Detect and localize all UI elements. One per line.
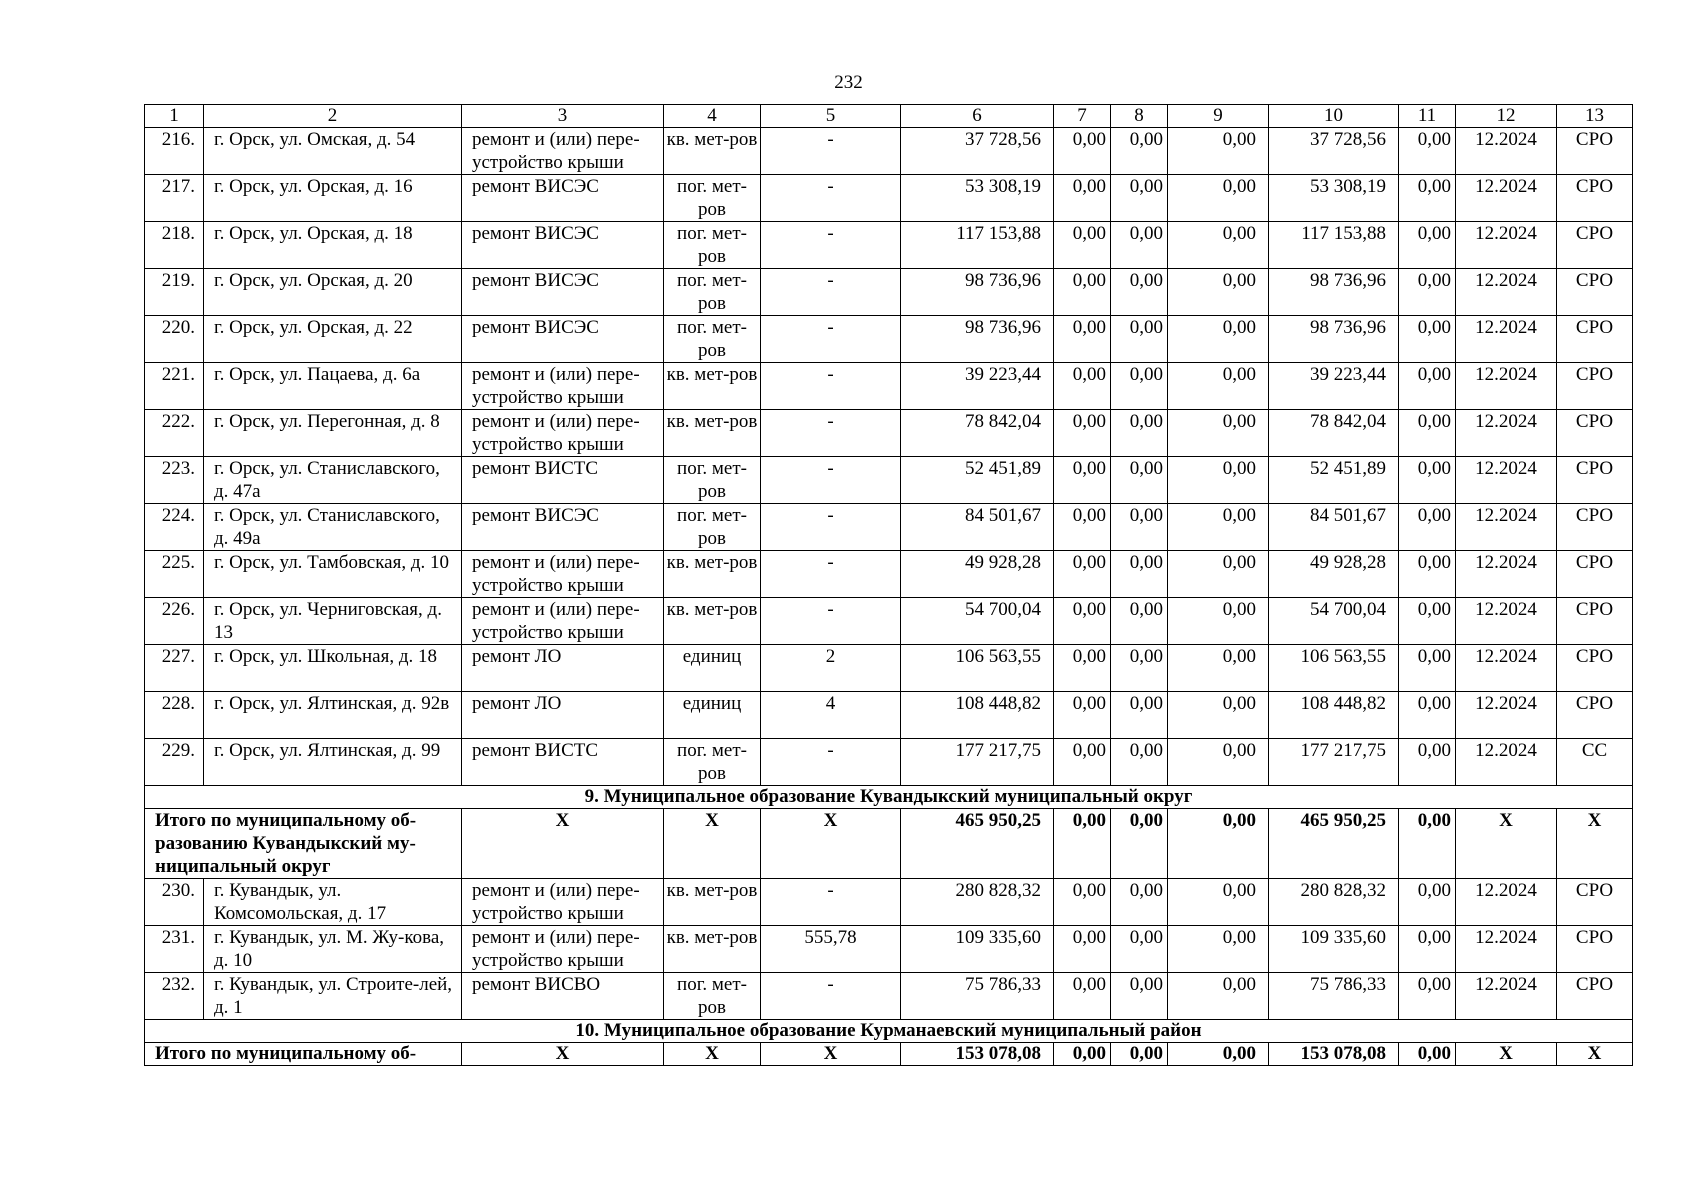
work-type-cell: ремонт ВИСЭС [462, 222, 664, 269]
column-number-header: 12 [1456, 105, 1557, 128]
total-fund-method-cell: Х [1557, 809, 1633, 879]
fund-local-cell: 0,00 [1168, 645, 1269, 692]
total-fund-federal-cell: 0,00 [1054, 1043, 1111, 1066]
total-unit-cell: Х [664, 1043, 761, 1066]
fund-method-cell: СРО [1557, 410, 1633, 457]
row-number-cell: 225. [145, 551, 204, 598]
work-type-cell: ремонт ВИСЭС [462, 504, 664, 551]
fund-other-cell: 0,00 [1399, 645, 1456, 692]
total-completion-date-cell: Х [1456, 809, 1557, 879]
fund-federal-cell: 0,00 [1054, 598, 1111, 645]
work-type-cell: ремонт ЛО [462, 645, 664, 692]
address-cell: г. Кувандык, ул. Комсомольская, д. 17 [204, 879, 462, 926]
fund-method-cell: СРО [1557, 269, 1633, 316]
total-cost-cell: 98 736,96 [901, 269, 1054, 316]
work-type-cell: ремонт ЛО [462, 692, 664, 739]
completion-date-cell: 12.2024 [1456, 222, 1557, 269]
unit-cell: кв. мет-ров [664, 926, 761, 973]
total-fund-local-cell: 0,00 [1168, 1043, 1269, 1066]
total-cost-cell: 117 153,88 [901, 222, 1054, 269]
total-fund-method-cell: Х [1557, 1043, 1633, 1066]
address-cell: г. Орск, ул. Орская, д. 22 [204, 316, 462, 363]
fund-method-cell: СРО [1557, 128, 1633, 175]
fund-method-cell: СРО [1557, 973, 1633, 1020]
unit-cell: пог. мет-ров [664, 739, 761, 786]
fund-federal-cell: 0,00 [1054, 363, 1111, 410]
quantity-cell: - [761, 363, 901, 410]
fund-method-cell: СРО [1557, 551, 1633, 598]
total-cost-cell: 75 786,33 [901, 973, 1054, 1020]
unit-cell: единиц [664, 692, 761, 739]
address-cell: г. Орск, ул. Ялтинская, д. 92в [204, 692, 462, 739]
fund-regional-cell: 0,00 [1111, 457, 1168, 504]
total-completion-date-cell: Х [1456, 1043, 1557, 1066]
total-cost-cell: 106 563,55 [901, 645, 1054, 692]
fund-other-cell: 0,00 [1399, 598, 1456, 645]
total-unit-cell: Х [664, 809, 761, 879]
fund-other-cell: 0,00 [1399, 363, 1456, 410]
fund-local-cell: 0,00 [1168, 363, 1269, 410]
work-type-cell: ремонт и (или) пере-устройство крыши [462, 598, 664, 645]
row-number-cell: 230. [145, 879, 204, 926]
fund-owners-cell: 78 842,04 [1269, 410, 1399, 457]
row-number-cell: 224. [145, 504, 204, 551]
work-type-cell: ремонт ВИСЭС [462, 269, 664, 316]
fund-owners-cell: 84 501,67 [1269, 504, 1399, 551]
total-work-type-cell: Х [462, 1043, 664, 1066]
column-number-header: 4 [664, 105, 761, 128]
quantity-cell: - [761, 222, 901, 269]
total-cost-cell: 108 448,82 [901, 692, 1054, 739]
work-type-cell: ремонт и (или) пере-устройство крыши [462, 551, 664, 598]
table-body [145, 105, 1633, 1066]
fund-federal-cell: 0,00 [1054, 926, 1111, 973]
fund-method-cell: СРО [1557, 504, 1633, 551]
fund-owners-cell: 49 928,28 [1269, 551, 1399, 598]
fund-local-cell: 0,00 [1168, 269, 1269, 316]
row-number-cell: 218. [145, 222, 204, 269]
fund-federal-cell: 0,00 [1054, 457, 1111, 504]
fund-other-cell: 0,00 [1399, 739, 1456, 786]
completion-date-cell: 12.2024 [1456, 128, 1557, 175]
total-label: Итого по муниципальному об- [145, 1043, 462, 1066]
table-row [145, 363, 1633, 410]
total-fund-owners-cell: 153 078,08 [1269, 1043, 1399, 1066]
fund-federal-cell: 0,00 [1054, 692, 1111, 739]
table-row [145, 645, 1633, 692]
table-row [145, 316, 1633, 363]
completion-date-cell: 12.2024 [1456, 926, 1557, 973]
total-cost-cell: 49 928,28 [901, 551, 1054, 598]
column-number-header: 5 [761, 105, 901, 128]
total-label: Итого по муниципальному об-разованию Кувандыкский му-ниципальный округ [145, 809, 462, 879]
fund-other-cell: 0,00 [1399, 692, 1456, 739]
column-number-header: 7 [1054, 105, 1111, 128]
address-cell: г. Орск, ул. Пацаева, д. 6а [204, 363, 462, 410]
unit-cell: кв. мет-ров [664, 410, 761, 457]
total-fund-owners-cell: 465 950,25 [1269, 809, 1399, 879]
fund-owners-cell: 98 736,96 [1269, 316, 1399, 363]
row-number-cell: 232. [145, 973, 204, 1020]
quantity-cell: - [761, 504, 901, 551]
row-number-cell: 226. [145, 598, 204, 645]
unit-cell: единиц [664, 645, 761, 692]
section-heading-row [145, 786, 1633, 809]
section-heading-row [145, 1020, 1633, 1043]
fund-federal-cell: 0,00 [1054, 551, 1111, 598]
fund-method-cell: СРО [1557, 363, 1633, 410]
address-cell: г. Орск, ул. Ялтинская, д. 99 [204, 739, 462, 786]
completion-date-cell: 12.2024 [1456, 551, 1557, 598]
total-cost-cell: 37 728,56 [901, 128, 1054, 175]
fund-local-cell: 0,00 [1168, 128, 1269, 175]
fund-regional-cell: 0,00 [1111, 879, 1168, 926]
fund-method-cell: СРО [1557, 222, 1633, 269]
column-number-header: 6 [901, 105, 1054, 128]
fund-regional-cell: 0,00 [1111, 692, 1168, 739]
total-fund-regional-cell: 0,00 [1111, 809, 1168, 879]
fund-federal-cell: 0,00 [1054, 128, 1111, 175]
fund-other-cell: 0,00 [1399, 316, 1456, 363]
fund-local-cell: 0,00 [1168, 410, 1269, 457]
completion-date-cell: 12.2024 [1456, 457, 1557, 504]
table-row [145, 504, 1633, 551]
total-cost-cell: 54 700,04 [901, 598, 1054, 645]
work-type-cell: ремонт и (или) пере-устройство крыши [462, 410, 664, 457]
fund-other-cell: 0,00 [1399, 879, 1456, 926]
row-number-cell: 231. [145, 926, 204, 973]
fund-local-cell: 0,00 [1168, 598, 1269, 645]
fund-owners-cell: 98 736,96 [1269, 269, 1399, 316]
table-row [145, 926, 1633, 973]
total-cost-cell: 39 223,44 [901, 363, 1054, 410]
work-type-cell: ремонт ВИСТС [462, 739, 664, 786]
quantity-cell: - [761, 316, 901, 363]
fund-method-cell: СРО [1557, 598, 1633, 645]
fund-regional-cell: 0,00 [1111, 551, 1168, 598]
address-cell: г. Орск, ул. Школьная, д. 18 [204, 645, 462, 692]
fund-federal-cell: 0,00 [1054, 645, 1111, 692]
unit-cell: пог. мет-ров [664, 316, 761, 363]
fund-other-cell: 0,00 [1399, 551, 1456, 598]
row-number-cell: 217. [145, 175, 204, 222]
fund-owners-cell: 117 153,88 [1269, 222, 1399, 269]
total-cost-cell: 153 078,08 [901, 1043, 1054, 1066]
fund-owners-cell: 54 700,04 [1269, 598, 1399, 645]
fund-local-cell: 0,00 [1168, 926, 1269, 973]
fund-other-cell: 0,00 [1399, 175, 1456, 222]
total-cost-cell: 53 308,19 [901, 175, 1054, 222]
address-cell: г. Кувандык, ул. М. Жу-кова, д. 10 [204, 926, 462, 973]
quantity-cell: 555,78 [761, 926, 901, 973]
column-number-header: 13 [1557, 105, 1633, 128]
fund-regional-cell: 0,00 [1111, 128, 1168, 175]
quantity-cell: - [761, 175, 901, 222]
column-number-header: 8 [1111, 105, 1168, 128]
row-number-cell: 220. [145, 316, 204, 363]
page-number: 232 [834, 72, 863, 93]
completion-date-cell: 12.2024 [1456, 316, 1557, 363]
fund-local-cell: 0,00 [1168, 222, 1269, 269]
work-type-cell: ремонт ВИСЭС [462, 175, 664, 222]
fund-owners-cell: 108 448,82 [1269, 692, 1399, 739]
table-row [145, 128, 1633, 175]
column-number-header: 1 [145, 105, 204, 128]
work-type-cell: ремонт ВИСЭС [462, 316, 664, 363]
fund-method-cell: СРО [1557, 457, 1633, 504]
table-row [145, 551, 1633, 598]
fund-method-cell: СРО [1557, 926, 1633, 973]
row-number-cell: 227. [145, 645, 204, 692]
unit-cell: кв. мет-ров [664, 879, 761, 926]
address-cell: г. Орск, ул. Тамбовская, д. 10 [204, 551, 462, 598]
fund-federal-cell: 0,00 [1054, 973, 1111, 1020]
total-row [145, 1043, 1633, 1066]
fund-other-cell: 0,00 [1399, 128, 1456, 175]
fund-other-cell: 0,00 [1399, 410, 1456, 457]
fund-other-cell: 0,00 [1399, 269, 1456, 316]
fund-local-cell: 0,00 [1168, 879, 1269, 926]
column-number-header: 2 [204, 105, 462, 128]
fund-method-cell: СРО [1557, 692, 1633, 739]
fund-federal-cell: 0,00 [1054, 269, 1111, 316]
fund-regional-cell: 0,00 [1111, 363, 1168, 410]
address-cell: г. Орск, ул. Черниговская, д. 13 [204, 598, 462, 645]
unit-cell: кв. мет-ров [664, 363, 761, 410]
fund-regional-cell: 0,00 [1111, 222, 1168, 269]
quantity-cell: - [761, 410, 901, 457]
fund-owners-cell: 106 563,55 [1269, 645, 1399, 692]
fund-other-cell: 0,00 [1399, 504, 1456, 551]
fund-regional-cell: 0,00 [1111, 739, 1168, 786]
column-number-header-row [145, 105, 1633, 128]
fund-federal-cell: 0,00 [1054, 879, 1111, 926]
table-row [145, 879, 1633, 926]
fund-owners-cell: 177 217,75 [1269, 739, 1399, 786]
quantity-cell: - [761, 457, 901, 504]
work-type-cell: ремонт и (или) пере-устройство крыши [462, 128, 664, 175]
address-cell: г. Орск, ул. Омская, д. 54 [204, 128, 462, 175]
total-quantity-cell: Х [761, 1043, 901, 1066]
fund-regional-cell: 0,00 [1111, 598, 1168, 645]
unit-cell: пог. мет-ров [664, 457, 761, 504]
quantity-cell: - [761, 269, 901, 316]
unit-cell: пог. мет-ров [664, 973, 761, 1020]
fund-method-cell: СРО [1557, 316, 1633, 363]
total-cost-cell: 98 736,96 [901, 316, 1054, 363]
unit-cell: пог. мет-ров [664, 222, 761, 269]
completion-date-cell: 12.2024 [1456, 363, 1557, 410]
table-row [145, 410, 1633, 457]
work-type-cell: ремонт ВИСТС [462, 457, 664, 504]
section-heading: 10. Муниципальное образование Курманаевский муниципальный район [145, 1020, 1633, 1043]
fund-local-cell: 0,00 [1168, 504, 1269, 551]
total-cost-cell: 280 828,32 [901, 879, 1054, 926]
address-cell: г. Орск, ул. Орская, д. 18 [204, 222, 462, 269]
quantity-cell: - [761, 598, 901, 645]
table-row [145, 269, 1633, 316]
work-type-cell: ремонт и (или) пере-устройство крыши [462, 879, 664, 926]
table-row [145, 457, 1633, 504]
table-row [145, 598, 1633, 645]
row-number-cell: 229. [145, 739, 204, 786]
address-cell: г. Орск, ул. Станиславского, д. 49а [204, 504, 462, 551]
fund-regional-cell: 0,00 [1111, 175, 1168, 222]
completion-date-cell: 12.2024 [1456, 692, 1557, 739]
row-number-cell: 219. [145, 269, 204, 316]
completion-date-cell: 12.2024 [1456, 175, 1557, 222]
fund-owners-cell: 37 728,56 [1269, 128, 1399, 175]
address-cell: г. Орск, ул. Перегонная, д. 8 [204, 410, 462, 457]
fund-owners-cell: 75 786,33 [1269, 973, 1399, 1020]
fund-local-cell: 0,00 [1168, 739, 1269, 786]
unit-cell: пог. мет-ров [664, 175, 761, 222]
unit-cell: кв. мет-ров [664, 551, 761, 598]
total-fund-other-cell: 0,00 [1399, 1043, 1456, 1066]
total-fund-local-cell: 0,00 [1168, 809, 1269, 879]
completion-date-cell: 12.2024 [1456, 645, 1557, 692]
fund-local-cell: 0,00 [1168, 551, 1269, 598]
fund-federal-cell: 0,00 [1054, 739, 1111, 786]
completion-date-cell: 12.2024 [1456, 879, 1557, 926]
total-quantity-cell: Х [761, 809, 901, 879]
total-fund-other-cell: 0,00 [1399, 809, 1456, 879]
table-row [145, 739, 1633, 786]
table-row [145, 222, 1633, 269]
total-cost-cell: 177 217,75 [901, 739, 1054, 786]
completion-date-cell: 12.2024 [1456, 973, 1557, 1020]
fund-regional-cell: 0,00 [1111, 504, 1168, 551]
column-number-header: 10 [1269, 105, 1399, 128]
section-heading: 9. Муниципальное образование Кувандыкский муниципальный округ [145, 786, 1633, 809]
row-number-cell: 216. [145, 128, 204, 175]
fund-federal-cell: 0,00 [1054, 175, 1111, 222]
fund-owners-cell: 53 308,19 [1269, 175, 1399, 222]
total-cost-cell: 78 842,04 [901, 410, 1054, 457]
fund-federal-cell: 0,00 [1054, 222, 1111, 269]
unit-cell: кв. мет-ров [664, 598, 761, 645]
address-cell: г. Орск, ул. Орская, д. 16 [204, 175, 462, 222]
fund-method-cell: СС [1557, 739, 1633, 786]
quantity-cell: - [761, 551, 901, 598]
row-number-cell: 223. [145, 457, 204, 504]
total-row [145, 809, 1633, 879]
fund-owners-cell: 109 335,60 [1269, 926, 1399, 973]
table-row [145, 692, 1633, 739]
completion-date-cell: 12.2024 [1456, 504, 1557, 551]
fund-method-cell: СРО [1557, 879, 1633, 926]
quantity-cell: - [761, 128, 901, 175]
quantity-cell: - [761, 879, 901, 926]
fund-method-cell: СРО [1557, 175, 1633, 222]
fund-other-cell: 0,00 [1399, 222, 1456, 269]
unit-cell: пог. мет-ров [664, 269, 761, 316]
fund-federal-cell: 0,00 [1054, 504, 1111, 551]
fund-local-cell: 0,00 [1168, 973, 1269, 1020]
fund-local-cell: 0,00 [1168, 175, 1269, 222]
fund-method-cell: СРО [1557, 645, 1633, 692]
unit-cell: кв. мет-ров [664, 128, 761, 175]
address-cell: г. Орск, ул. Станиславского, д. 47а [204, 457, 462, 504]
quantity-cell: 2 [761, 645, 901, 692]
unit-cell: пог. мет-ров [664, 504, 761, 551]
quantity-cell: - [761, 973, 901, 1020]
fund-owners-cell: 52 451,89 [1269, 457, 1399, 504]
table-row [145, 973, 1633, 1020]
completion-date-cell: 12.2024 [1456, 739, 1557, 786]
total-fund-federal-cell: 0,00 [1054, 809, 1111, 879]
fund-regional-cell: 0,00 [1111, 410, 1168, 457]
fund-other-cell: 0,00 [1399, 973, 1456, 1020]
completion-date-cell: 12.2024 [1456, 598, 1557, 645]
quantity-cell: - [761, 739, 901, 786]
fund-other-cell: 0,00 [1399, 926, 1456, 973]
fund-federal-cell: 0,00 [1054, 410, 1111, 457]
table-row [145, 175, 1633, 222]
address-cell: г. Орск, ул. Орская, д. 20 [204, 269, 462, 316]
fund-regional-cell: 0,00 [1111, 645, 1168, 692]
quantity-cell: 4 [761, 692, 901, 739]
row-number-cell: 228. [145, 692, 204, 739]
fund-regional-cell: 0,00 [1111, 926, 1168, 973]
row-number-cell: 222. [145, 410, 204, 457]
work-type-cell: ремонт ВИСВО [462, 973, 664, 1020]
total-work-type-cell: Х [462, 809, 664, 879]
total-cost-cell: 109 335,60 [901, 926, 1054, 973]
fund-local-cell: 0,00 [1168, 457, 1269, 504]
repair-schedule-table [144, 104, 1633, 1066]
fund-owners-cell: 39 223,44 [1269, 363, 1399, 410]
address-cell: г. Кувандык, ул. Строите-лей, д. 1 [204, 973, 462, 1020]
work-type-cell: ремонт и (или) пере-устройство крыши [462, 926, 664, 973]
column-number-header: 9 [1168, 105, 1269, 128]
fund-regional-cell: 0,00 [1111, 973, 1168, 1020]
fund-federal-cell: 0,00 [1054, 316, 1111, 363]
total-cost-cell: 465 950,25 [901, 809, 1054, 879]
fund-other-cell: 0,00 [1399, 457, 1456, 504]
fund-owners-cell: 280 828,32 [1269, 879, 1399, 926]
work-type-cell: ремонт и (или) пере-устройство крыши [462, 363, 664, 410]
completion-date-cell: 12.2024 [1456, 410, 1557, 457]
fund-regional-cell: 0,00 [1111, 269, 1168, 316]
row-number-cell: 221. [145, 363, 204, 410]
total-fund-regional-cell: 0,00 [1111, 1043, 1168, 1066]
column-number-header: 3 [462, 105, 664, 128]
total-cost-cell: 84 501,67 [901, 504, 1054, 551]
total-cost-cell: 52 451,89 [901, 457, 1054, 504]
fund-local-cell: 0,00 [1168, 316, 1269, 363]
fund-local-cell: 0,00 [1168, 692, 1269, 739]
completion-date-cell: 12.2024 [1456, 269, 1557, 316]
fund-regional-cell: 0,00 [1111, 316, 1168, 363]
column-number-header: 11 [1399, 105, 1456, 128]
